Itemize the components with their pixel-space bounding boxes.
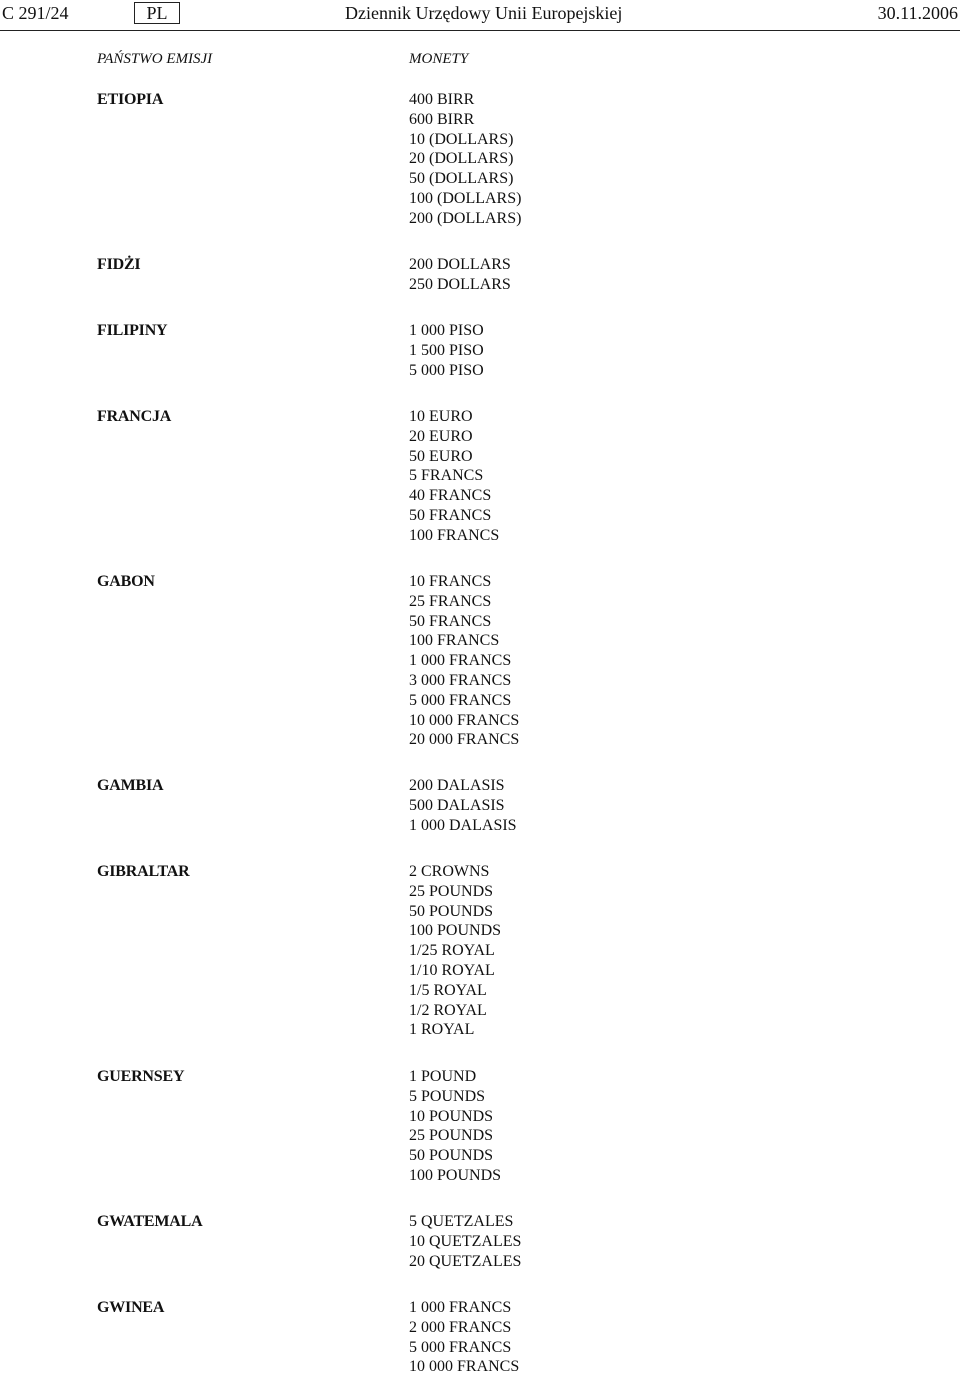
country-name: FILIPINY <box>97 322 168 339</box>
coin-item: 2 CROWNS <box>409 863 490 880</box>
coin-item: 1 POUND <box>409 1068 477 1085</box>
coin-item: 200 DALASIS <box>409 777 505 794</box>
coin-item: 20 000 FRANCS <box>409 731 520 749</box>
coin-item: 100 POUNDS <box>409 922 502 940</box>
coin-item: 1/25 ROYAL <box>409 942 495 960</box>
coin-item: 3 000 FRANCS <box>409 671 512 689</box>
coin-list <box>409 407 499 546</box>
country-name: FIDŻI <box>97 256 141 273</box>
coin-item: 40 FRANCS <box>409 487 492 505</box>
coin-item: 200 DOLLARS <box>409 256 511 273</box>
coin-item: 100 (DOLLARS) <box>409 189 522 207</box>
coin-item: 50 FRANCS <box>409 506 492 524</box>
coin-item: 10 000 FRANCS <box>409 1358 520 1376</box>
coin-item: 100 POUNDS <box>409 1166 502 1184</box>
coin-item: 200 (DOLLARS) <box>409 209 522 227</box>
coin-item: 5 QUETZALES <box>409 1213 514 1230</box>
coin-item: 100 FRANCS <box>409 526 500 544</box>
journal-title: Dziennik Urzędowy Unii Europejskiej <box>345 3 623 23</box>
coin-item: 5 000 FRANCS <box>409 691 512 709</box>
coin-item: 20 QUETZALES <box>409 1252 522 1270</box>
coin-item: 400 BIRR <box>409 91 475 108</box>
coin-item: 1/10 ROYAL <box>409 961 495 979</box>
country-name: FRANCJA <box>97 408 172 425</box>
coin-item: 250 DOLLARS <box>409 275 511 293</box>
coin-item: 50 (DOLLARS) <box>409 170 514 188</box>
coin-item: 50 POUNDS <box>409 902 494 920</box>
country-name: GIBRALTAR <box>97 863 190 880</box>
coin-list <box>409 1298 519 1377</box>
coin-item: 1/5 ROYAL <box>409 981 487 999</box>
coin-item: 500 DALASIS <box>409 796 505 814</box>
coin-item: 10 QUETZALES <box>409 1232 522 1250</box>
coin-item: 1 000 PISO <box>409 322 484 339</box>
language-badge: PL <box>134 2 180 24</box>
country-name: GWINEA <box>97 1299 165 1316</box>
coin-item: 1 000 DALASIS <box>409 816 517 834</box>
coin-item: 1 ROYAL <box>409 1021 475 1039</box>
coin-item: 10 EURO <box>409 408 473 425</box>
coin-item: 600 BIRR <box>409 110 475 128</box>
coin-item: 2 000 FRANCS <box>409 1318 512 1336</box>
coin-item: 50 FRANCS <box>409 612 492 630</box>
country-name: GUERNSEY <box>97 1068 185 1085</box>
coin-item: 1/2 ROYAL <box>409 1001 487 1019</box>
column-header-coins: MONETY <box>409 51 469 67</box>
coin-item: 100 FRANCS <box>409 632 500 650</box>
coin-item: 50 EURO <box>409 447 473 465</box>
journal-reference: C 291/24 <box>2 3 69 23</box>
country-name: GWATEMALA <box>97 1213 203 1230</box>
coin-item: 5 POUNDS <box>409 1087 486 1105</box>
country-name: ETIOPIA <box>97 91 164 108</box>
coin-list <box>409 90 521 229</box>
coin-item: 10 FRANCS <box>409 573 492 590</box>
coin-item: 1 000 FRANCS <box>409 652 512 670</box>
country-name: GABON <box>97 573 155 590</box>
page-header <box>0 0 960 31</box>
publication-date: 30.11.2006 <box>877 3 958 23</box>
coin-item: 5 FRANCS <box>409 467 484 485</box>
coin-list <box>409 321 484 380</box>
coin-list <box>409 1212 521 1271</box>
coin-item: 25 POUNDS <box>409 882 494 900</box>
column-header-country: PAŃSTWO EMISJI <box>97 51 213 67</box>
coin-list <box>409 862 501 1040</box>
coin-item: 25 FRANCS <box>409 592 492 610</box>
coin-item: 10 000 FRANCS <box>409 711 520 729</box>
coin-item: 1 500 PISO <box>409 341 484 359</box>
coin-item: 25 POUNDS <box>409 1127 494 1145</box>
coin-list <box>409 255 511 295</box>
coin-item: 10 (DOLLARS) <box>409 130 514 148</box>
country-name: GAMBIA <box>97 777 164 794</box>
coin-item: 1 000 FRANCS <box>409 1299 512 1316</box>
coin-item: 5 000 PISO <box>409 361 484 379</box>
coin-item: 50 POUNDS <box>409 1147 494 1165</box>
coin-item: 20 EURO <box>409 427 473 445</box>
coin-item: 10 POUNDS <box>409 1107 494 1125</box>
coin-list <box>409 776 517 835</box>
coin-list <box>409 1067 501 1186</box>
coin-item: 5 000 FRANCS <box>409 1338 512 1356</box>
coin-list <box>409 572 519 750</box>
coin-item: 20 (DOLLARS) <box>409 150 514 168</box>
